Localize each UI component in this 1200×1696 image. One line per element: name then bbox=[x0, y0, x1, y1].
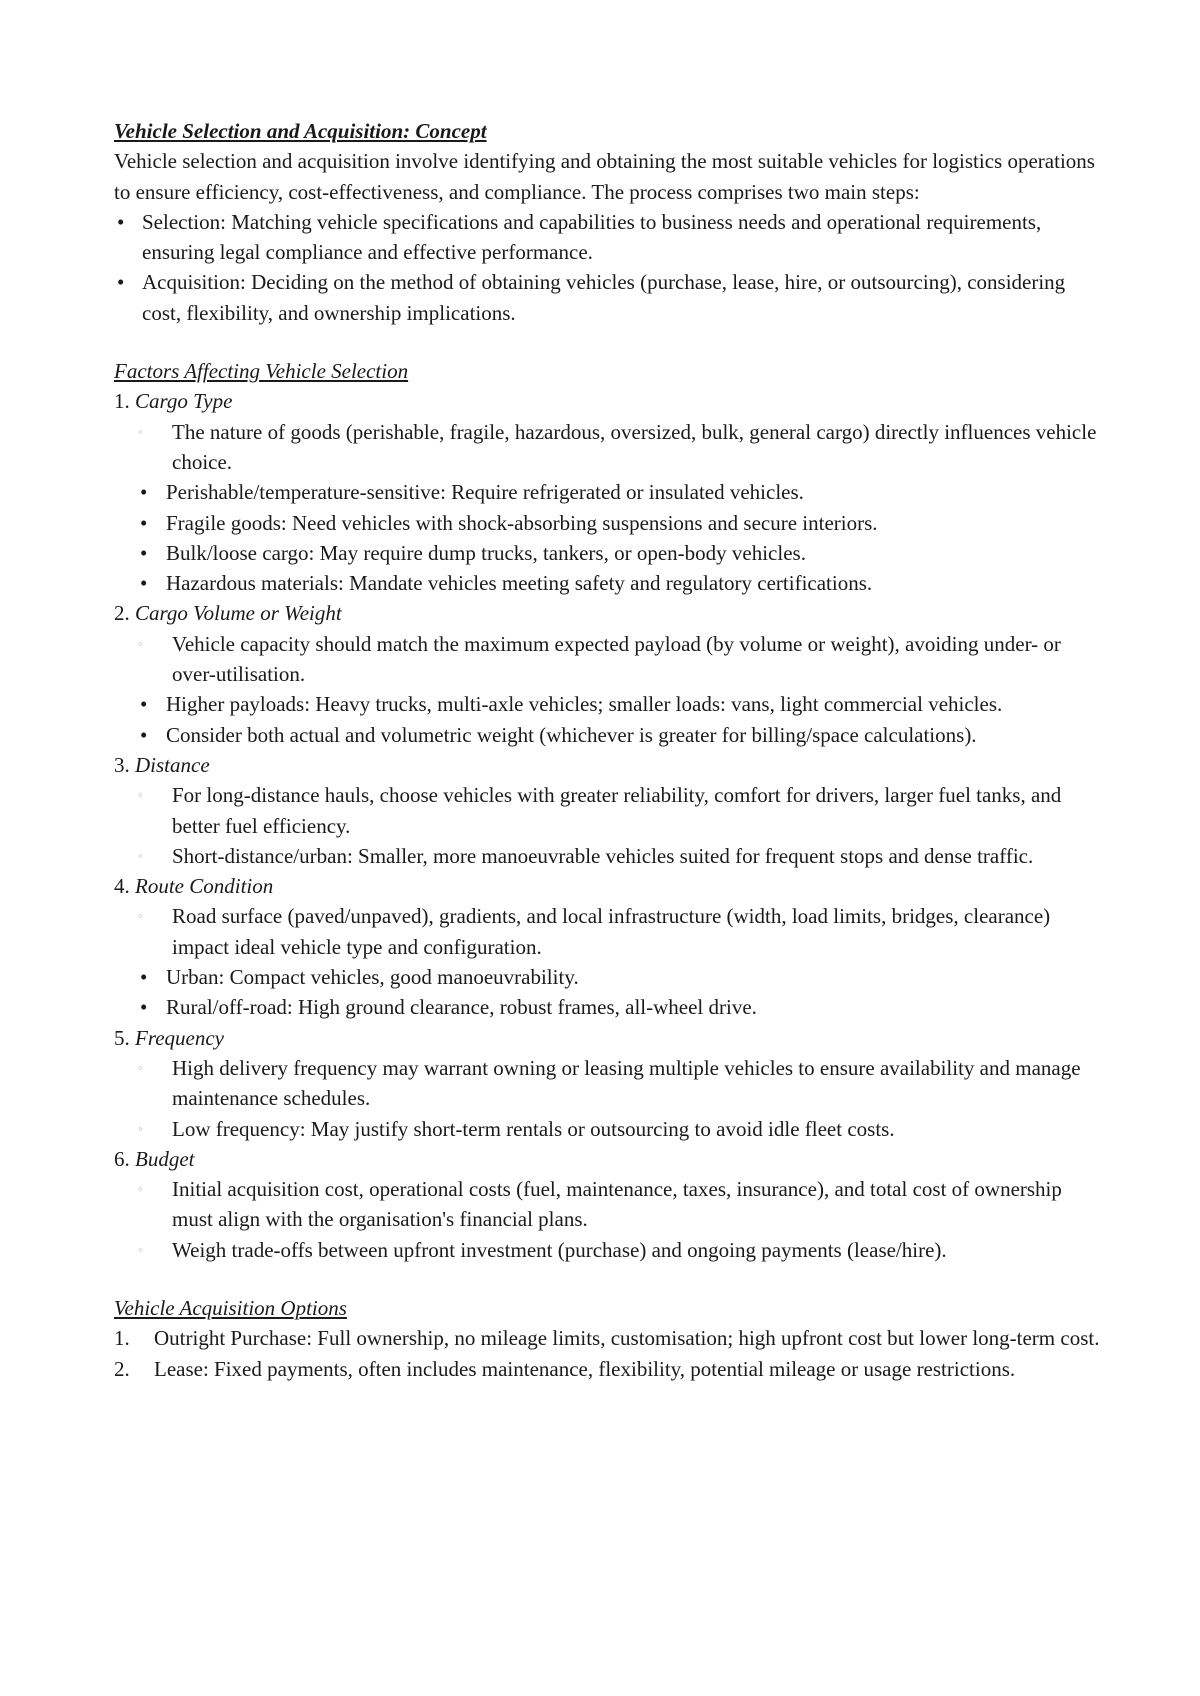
option-number: 1. bbox=[114, 1326, 130, 1351]
factor-number: 3. bbox=[114, 752, 130, 777]
options-list bbox=[114, 1323, 1104, 1384]
factor-details bbox=[114, 1174, 1104, 1265]
list-item: ◦ Weigh trade-offs between upfront investment (purchase) and ongoing payments (lease/hire). bbox=[114, 1235, 1104, 1265]
factor-number: 4. bbox=[114, 874, 130, 899]
factor-number: 6. bbox=[114, 1146, 130, 1171]
factors-heading: Factors Affecting Vehicle Selection bbox=[114, 359, 409, 384]
list-item: • Urban: Compact vehicles, good manoeuvrability. bbox=[114, 962, 1104, 992]
factor-name: Route Condition bbox=[135, 874, 274, 899]
list-item bbox=[114, 1323, 1104, 1353]
factor-number: 2. bbox=[114, 601, 130, 626]
factor-details bbox=[114, 629, 1104, 750]
list-item: ◦ The nature of goods (perishable, fragile, hazardous, oversized, bulk, general cargo) directly influences vehicle choice. bbox=[114, 417, 1104, 478]
factor-title bbox=[114, 598, 1104, 628]
factor-title bbox=[114, 871, 1104, 901]
list-item: • Consider both actual and volumetric weight (whichever is greater for billing/space calculations). bbox=[114, 720, 1104, 750]
factor-details bbox=[114, 1053, 1104, 1144]
document-title: Vehicle Selection and Acquisition: Concept bbox=[114, 119, 487, 143]
list-item: • Bulk/loose cargo: May require dump trucks, tankers, or open-body vehicles. bbox=[114, 538, 1104, 568]
list-item: • Rural/off-road: High ground clearance, robust frames, all-wheel drive. bbox=[114, 992, 1104, 1022]
options-heading: Vehicle Acquisition Options bbox=[114, 1295, 347, 1320]
list-item: ◦ Vehicle capacity should match the maximum expected payload (by volume or weight), avoiding under- or over-utilisation. bbox=[114, 629, 1104, 690]
list-item: ◦ Road surface (paved/unpaved), gradients, and local infrastructure (width, load limits, bridges, clearance) impact ideal vehicle type and configuration. bbox=[114, 901, 1104, 962]
list-item: ◦ Short-distance/urban: Smaller, more manoeuvrable vehicles suited for frequent stops and dense traffic. bbox=[114, 841, 1104, 871]
list-item: • Perishable/temperature-sensitive: Require refrigerated or insulated vehicles. bbox=[114, 477, 1104, 507]
factor-details bbox=[114, 901, 1104, 1022]
list-item: • Acquisition: Deciding on the method of obtaining vehicles (purchase, lease, hire, or outsourcing), considering cost, flexibility, and ownership implications. bbox=[114, 267, 1104, 328]
factor-title bbox=[114, 386, 1104, 416]
factor-title bbox=[114, 750, 1104, 780]
factor-title bbox=[114, 1023, 1104, 1053]
steps-list bbox=[114, 207, 1104, 328]
list-item: ◦ Initial acquisition cost, operational costs (fuel, maintenance, taxes, insurance), and total cost of ownership must align with the organisation's financial plans. bbox=[114, 1174, 1104, 1235]
factor-details bbox=[114, 417, 1104, 599]
list-item: • Fragile goods: Need vehicles with shock-absorbing suspensions and secure interiors. bbox=[114, 508, 1104, 538]
factor-number: 5. bbox=[114, 1025, 130, 1050]
factor-title bbox=[114, 1144, 1104, 1174]
factor-name: Distance bbox=[135, 752, 210, 777]
list-item bbox=[114, 1354, 1104, 1384]
factor-name: Budget bbox=[135, 1146, 195, 1171]
list-item: • Selection: Matching vehicle specifications and capabilities to business needs and operational requirements, ensuring legal compliance and effective performance. bbox=[114, 207, 1104, 268]
factor-number: 1. bbox=[114, 389, 130, 414]
list-item: ◦ Low frequency: May justify short-term rentals or outsourcing to avoid idle fleet costs. bbox=[114, 1114, 1104, 1144]
factor-details bbox=[114, 780, 1104, 871]
intro-paragraph: Vehicle selection and acquisition involve identifying and obtaining the most suitable vehicles for logistics operations to ensure efficiency, cost-effectiveness, and compliance. The process comprises two main steps: bbox=[114, 149, 1095, 204]
document-page bbox=[114, 116, 1104, 1384]
factor-name: Cargo Volume or Weight bbox=[135, 601, 342, 626]
list-item: • Hazardous materials: Mandate vehicles meeting safety and regulatory certifications. bbox=[114, 568, 1104, 598]
factors-list bbox=[114, 386, 1104, 1265]
factor-name: Frequency bbox=[135, 1025, 225, 1050]
option-text: Lease: Fixed payments, often includes maintenance, flexibility, potential mileage or usage restrictions. bbox=[154, 1356, 1016, 1381]
list-item: ◦ High delivery frequency may warrant owning or leasing multiple vehicles to ensure availability and manage maintenance schedules. bbox=[114, 1053, 1104, 1114]
list-item: • Higher payloads: Heavy trucks, multi-axle vehicles; smaller loads: vans, light commercial vehicles. bbox=[114, 689, 1104, 719]
option-number: 2. bbox=[114, 1356, 130, 1381]
option-text: Outright Purchase: Full ownership, no mileage limits, customisation; high upfront cost but lower long-term cost. bbox=[154, 1326, 1100, 1351]
factor-name: Cargo Type bbox=[135, 389, 233, 414]
list-item: ◦ For long-distance hauls, choose vehicles with greater reliability, comfort for drivers, larger fuel tanks, and better fuel efficiency. bbox=[114, 780, 1104, 841]
